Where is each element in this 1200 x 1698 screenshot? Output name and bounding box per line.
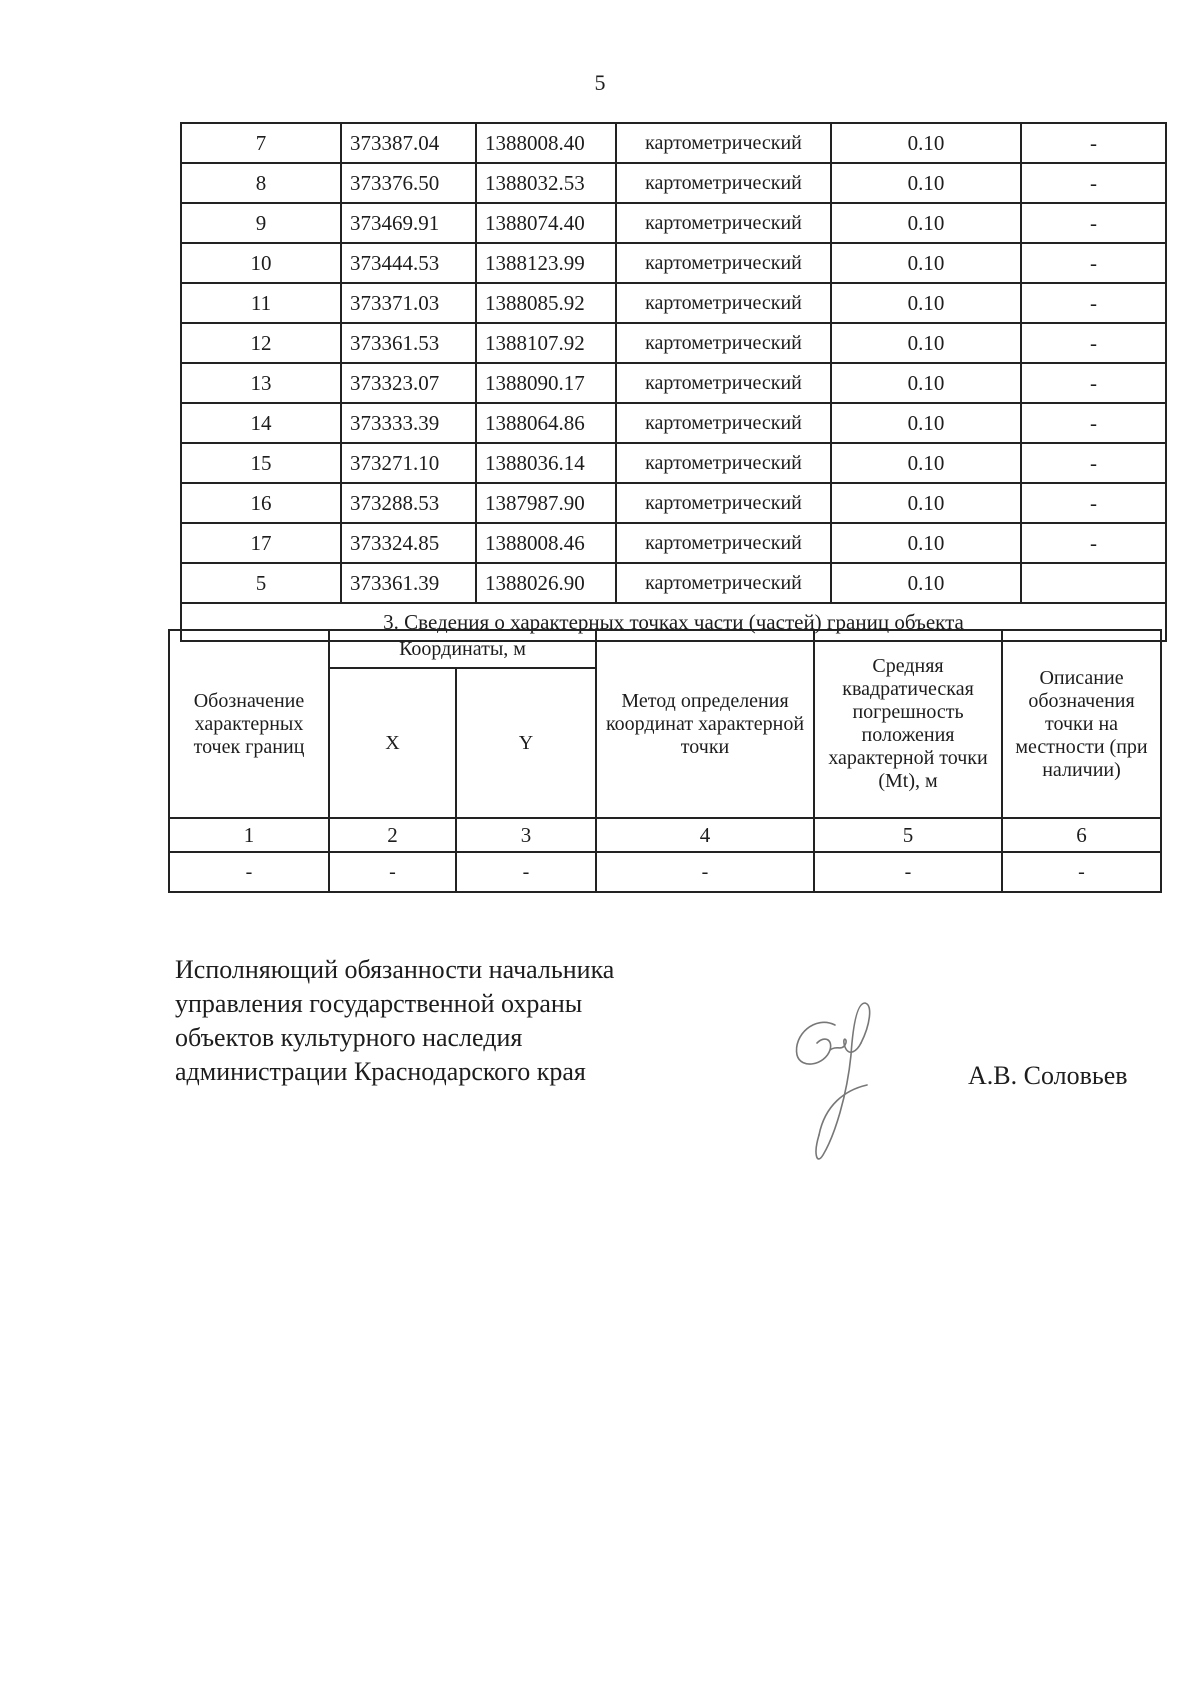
coord-x-cell: 373444.53 xyxy=(341,243,476,283)
header-row xyxy=(169,630,1161,668)
column-number: 4 xyxy=(596,818,814,852)
point-number-cell: 16 xyxy=(181,483,341,523)
description-cell: - xyxy=(1021,243,1166,283)
point-number-cell: 7 xyxy=(181,123,341,163)
description-cell: - xyxy=(1021,163,1166,203)
accuracy-cell: 0.10 xyxy=(831,403,1021,443)
description-cell: - xyxy=(1021,483,1166,523)
coord-y-cell: 1388008.40 xyxy=(476,123,616,163)
table-row xyxy=(181,123,1166,163)
column-number: 2 xyxy=(329,818,456,852)
accuracy-cell: 0.10 xyxy=(831,523,1021,563)
point-number-cell: 12 xyxy=(181,323,341,363)
coord-y-cell: 1388032.53 xyxy=(476,163,616,203)
accuracy-cell: 0.10 xyxy=(831,363,1021,403)
coord-y-cell: 1388064.86 xyxy=(476,403,616,443)
point-number-cell: 10 xyxy=(181,243,341,283)
method-cell: картометрический xyxy=(616,243,831,283)
method-cell: картометрический xyxy=(616,363,831,403)
empty-cell: - xyxy=(329,852,456,892)
method-cell: картометрический xyxy=(616,123,831,163)
signer-position-line: Исполняющий обязанности начальника xyxy=(175,955,615,984)
coord-x-cell: 373376.50 xyxy=(341,163,476,203)
coord-x-cell: 373361.53 xyxy=(341,323,476,363)
empty-cell: - xyxy=(814,852,1002,892)
header-y: Y xyxy=(456,668,596,818)
header-accuracy: Средняя квадратическая погрешность положения характерной точки (Mt), м xyxy=(814,630,1002,818)
table-row xyxy=(181,363,1166,403)
column-number: 6 xyxy=(1002,818,1161,852)
point-number-cell: 5 xyxy=(181,563,341,603)
point-number-cell: 13 xyxy=(181,363,341,403)
table-row xyxy=(181,523,1166,563)
empty-data-row xyxy=(169,852,1161,892)
method-cell: картометрический xyxy=(616,163,831,203)
signer-name: А.В. Соловьев xyxy=(968,1061,1128,1090)
description-cell xyxy=(1021,563,1166,603)
coord-y-cell: 1388123.99 xyxy=(476,243,616,283)
point-number-cell: 11 xyxy=(181,283,341,323)
coord-x-cell: 373288.53 xyxy=(341,483,476,523)
coord-y-cell: 1388074.40 xyxy=(476,203,616,243)
coord-y-cell: 1387987.90 xyxy=(476,483,616,523)
empty-cell: - xyxy=(596,852,814,892)
description-cell: - xyxy=(1021,403,1166,443)
description-cell: - xyxy=(1021,123,1166,163)
handwritten-signature xyxy=(775,995,885,1175)
accuracy-cell: 0.10 xyxy=(831,243,1021,283)
section-title: 3. Сведения о характерных точках части (частей) границ объекта xyxy=(181,603,1166,641)
page-number: 5 xyxy=(594,70,606,95)
method-cell: картометрический xyxy=(616,203,831,243)
column-number: 5 xyxy=(814,818,1002,852)
method-cell: картометрический xyxy=(616,443,831,483)
empty-cell: - xyxy=(169,852,329,892)
table-row xyxy=(181,483,1166,523)
table-row xyxy=(181,563,1166,603)
coord-y-cell: 1388026.90 xyxy=(476,563,616,603)
accuracy-cell: 0.10 xyxy=(831,563,1021,603)
method-cell: картометрический xyxy=(616,283,831,323)
column-number: 1 xyxy=(169,818,329,852)
point-number-cell: 17 xyxy=(181,523,341,563)
description-cell: - xyxy=(1021,283,1166,323)
accuracy-cell: 0.10 xyxy=(831,323,1021,363)
accuracy-cell: 0.10 xyxy=(831,123,1021,163)
coord-y-cell: 1388036.14 xyxy=(476,443,616,483)
description-cell: - xyxy=(1021,443,1166,483)
coord-x-cell: 373271.10 xyxy=(341,443,476,483)
empty-cell: - xyxy=(456,852,596,892)
description-cell: - xyxy=(1021,203,1166,243)
table-row xyxy=(181,203,1166,243)
coord-x-cell: 373371.03 xyxy=(341,283,476,323)
accuracy-cell: 0.10 xyxy=(831,483,1021,523)
table-row xyxy=(181,243,1166,283)
table-row xyxy=(181,403,1166,443)
coord-y-cell: 1388008.46 xyxy=(476,523,616,563)
method-cell: картометрический xyxy=(616,523,831,563)
description-cell: - xyxy=(1021,323,1166,363)
table-row xyxy=(181,283,1166,323)
accuracy-cell: 0.10 xyxy=(831,283,1021,323)
header-coordinates: Координаты, м xyxy=(329,630,596,668)
method-cell: картометрический xyxy=(616,403,831,443)
header-description: Описание обозначения точки на местности (при наличии) xyxy=(1002,630,1161,818)
parts-table xyxy=(168,629,1162,893)
point-number-cell: 8 xyxy=(181,163,341,203)
coord-x-cell: 373323.07 xyxy=(341,363,476,403)
signer-position xyxy=(175,953,735,1089)
coord-x-cell: 373324.85 xyxy=(341,523,476,563)
table-row xyxy=(181,163,1166,203)
accuracy-cell: 0.10 xyxy=(831,203,1021,243)
coord-y-cell: 1388090.17 xyxy=(476,363,616,403)
method-cell: картометрический xyxy=(616,483,831,523)
coord-y-cell: 1388085.92 xyxy=(476,283,616,323)
point-number-cell: 15 xyxy=(181,443,341,483)
point-number-cell: 9 xyxy=(181,203,341,243)
accuracy-cell: 0.10 xyxy=(831,163,1021,203)
method-cell: картометрический xyxy=(616,563,831,603)
signer-position-line: объектов культурного наследия xyxy=(175,1023,523,1052)
empty-cell: - xyxy=(1002,852,1161,892)
method-cell: картометрический xyxy=(616,323,831,363)
table-row xyxy=(181,443,1166,483)
header-x: X xyxy=(329,668,456,818)
points-table xyxy=(180,122,1167,642)
table-row xyxy=(181,323,1166,363)
header-method: Метод определения координат характерной точки xyxy=(596,630,814,818)
signer-position-line: управления государственной охраны xyxy=(175,989,583,1018)
coord-x-cell: 373361.39 xyxy=(341,563,476,603)
accuracy-cell: 0.10 xyxy=(831,443,1021,483)
description-cell: - xyxy=(1021,363,1166,403)
point-number-cell: 14 xyxy=(181,403,341,443)
column-number: 3 xyxy=(456,818,596,852)
signer-position-line: администрации Краснодарского края xyxy=(175,1057,586,1086)
description-cell: - xyxy=(1021,523,1166,563)
coord-x-cell: 373333.39 xyxy=(341,403,476,443)
coord-y-cell: 1388107.92 xyxy=(476,323,616,363)
header-designation: Обозначение характерных точек границ xyxy=(169,630,329,818)
coord-x-cell: 373469.91 xyxy=(341,203,476,243)
coord-x-cell: 373387.04 xyxy=(341,123,476,163)
column-numbers-row xyxy=(169,818,1161,852)
